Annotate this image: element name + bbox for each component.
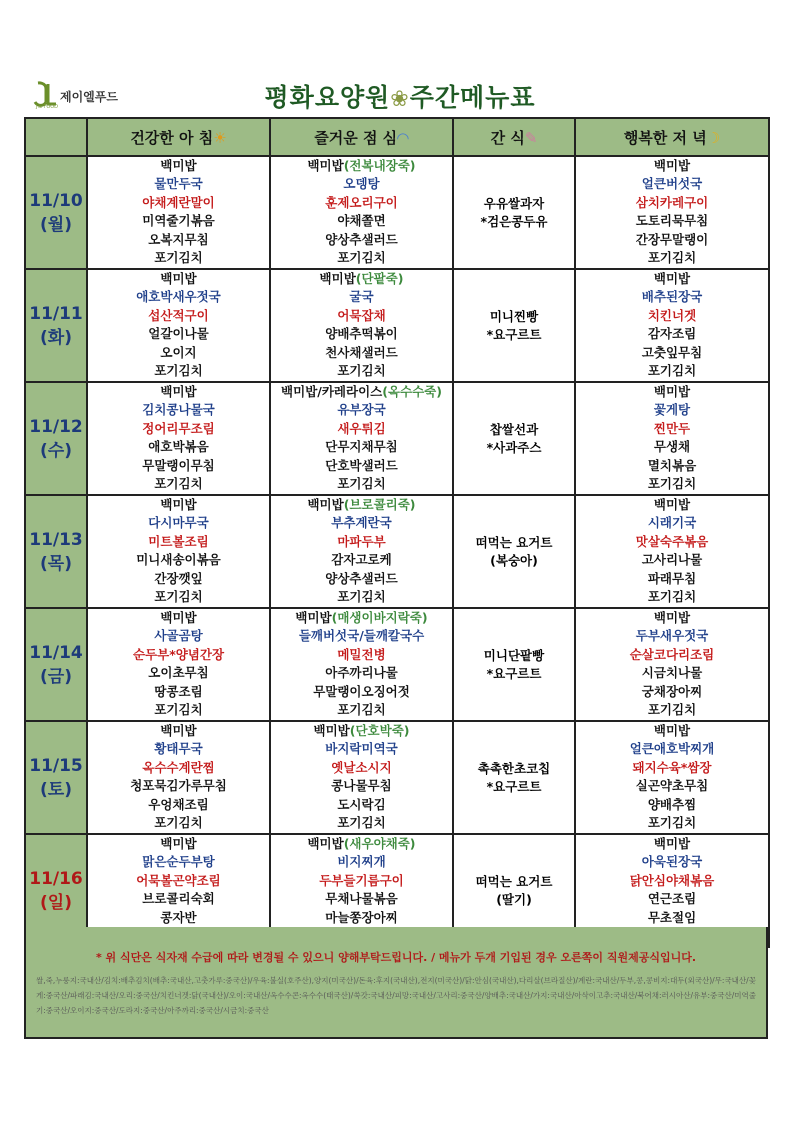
breakfast-cell (87, 269, 270, 382)
lunch-item: 무말랭이오징어젓 (313, 683, 410, 699)
dinner-item: 아욱된장국 (641, 854, 703, 870)
day-row (25, 721, 769, 834)
breakfast-item: 오이초무침 (148, 665, 209, 681)
lunch-cell (270, 382, 453, 495)
lunch-item: 백미밥(단팥죽) (319, 271, 404, 286)
lunch-item: 굴국 (349, 289, 374, 305)
lunch-item: 백미밥(매생이바지락죽) (295, 610, 428, 625)
snack-item: 촉촉한초코칩 (477, 760, 551, 776)
snack-item: 우유쌀과자 (483, 195, 545, 211)
corner-cell (25, 118, 87, 156)
dinner-cell (575, 156, 769, 269)
dinner-item: 간장무말랭이 (635, 231, 709, 247)
breakfast-item: 맑은순두부탕 (142, 854, 215, 870)
breakfast-item: 사골곰탕 (154, 628, 203, 644)
breakfast-item: 포기김치 (154, 475, 203, 491)
porridge-option: (브로콜리죽) (343, 497, 416, 512)
lunch-item: 무채나물볶음 (325, 891, 398, 907)
breakfast-cell (87, 608, 270, 721)
dinner-item: 얼큰애호박찌개 (629, 741, 715, 757)
breakfast-item: 김치콩나물국 (142, 402, 215, 418)
brand-subtitle: J.L FOOD (36, 104, 59, 110)
breakfast-cell (87, 495, 270, 608)
day-label (25, 269, 87, 382)
porridge-option: (단팥죽) (355, 271, 404, 286)
dinner-item: 백미밥 (653, 723, 691, 738)
breakfast-item: 섭산적구이 (148, 307, 209, 323)
day-row (25, 156, 769, 269)
dinner-item: 감자조림 (647, 326, 697, 342)
breakfast-item: 정어리무조림 (142, 420, 215, 436)
dinner-item: 포기김치 (647, 249, 697, 265)
lunch-item: 메밀전병 (337, 646, 386, 662)
breakfast-item: 우엉채조림 (148, 796, 209, 812)
lunch-item: 백미밥(단호박죽) (313, 723, 410, 738)
dinner-item: 무초절임 (647, 909, 697, 925)
snack-cell (453, 156, 575, 269)
lunch-cell (270, 721, 453, 834)
lunch-item: 단무지채무침 (325, 439, 398, 455)
day-weekday: (금) (40, 666, 72, 687)
dinner-cell (575, 269, 769, 382)
lunch-item: 아주까리나물 (325, 665, 398, 681)
snack-item: 떠먹는 요거트 (475, 873, 553, 889)
snack-item: *사과주스 (486, 439, 542, 455)
breakfast-item: 순두부*양념간장 (132, 646, 225, 662)
flower-icon: ❀ (390, 87, 410, 112)
lunch-item: 포기김치 (337, 588, 386, 604)
dinner-item: 삼치카레구이 (635, 194, 709, 210)
snack-item: *요구르트 (486, 665, 542, 681)
breakfast-item: 미역줄기볶음 (142, 213, 215, 229)
lunch-item: 포기김치 (337, 814, 386, 830)
dinner-item: 백미밥 (653, 158, 691, 173)
dinner-item: 백미밥 (653, 497, 691, 512)
breakfast-cell (87, 721, 270, 834)
day-label (25, 608, 87, 721)
day-row (25, 608, 769, 721)
dinner-item: 시금치나물 (641, 665, 703, 681)
snack-item: 미니단팥빵 (483, 647, 545, 663)
breakfast-item: 포기김치 (154, 362, 203, 378)
lunch-item: 백미밥(브로콜리죽) (307, 497, 416, 512)
lunch-item: 백미밥(전복내장죽) (307, 158, 416, 173)
lunch-item: 오뎅탕 (343, 176, 380, 192)
notice-text: * 위 식단은 식자재 수급에 따라 변경될 수 있으니 양해부탁드립니다. / 메뉴가 두개 기입된 경우 오른쪽이 직원제공식입니다. (95, 951, 697, 964)
snack-item: *요구르트 (486, 778, 542, 794)
breakfast-item: 어묵볼곤약조림 (136, 872, 221, 888)
dinner-item: 궁채장아찌 (641, 683, 703, 699)
day-weekday: (화) (40, 327, 72, 348)
candy-icon: ✎ (524, 128, 538, 147)
day-date: 11/10 (29, 190, 83, 211)
lunch-item: 천사채샐러드 (325, 344, 398, 360)
snack-cell (453, 495, 575, 608)
lunch-item: 훈제오리구이 (325, 194, 398, 210)
day-label (25, 156, 87, 269)
breakfast-item: 얼갈이나물 (148, 326, 209, 342)
breakfast-item: 백미밥 (160, 271, 197, 286)
day-date: 11/14 (29, 642, 83, 663)
header-row (25, 118, 769, 156)
breakfast-item: 포기김치 (154, 701, 203, 717)
dinner-item: 포기김치 (647, 475, 697, 491)
lunch-item: 콩나물무침 (331, 778, 392, 794)
dinner-item: 맛살숙주볶음 (635, 533, 709, 549)
dinner-cell (575, 495, 769, 608)
sun-icon: ☀ (213, 128, 227, 147)
breakfast-item: 백미밥 (160, 384, 197, 399)
lunch-item: 양배추떡볶이 (325, 326, 398, 342)
dinner-item: 꽃게탕 (653, 402, 691, 418)
snack-item: 미니찐빵 (489, 308, 539, 324)
dinner-cell (575, 382, 769, 495)
breakfast-cell (87, 382, 270, 495)
snack-cell (453, 269, 575, 382)
breakfast-item: 포기김치 (154, 814, 203, 830)
day-row (25, 495, 769, 608)
dinner-item: 순살코다리조림 (629, 646, 715, 662)
lunch-cell (270, 608, 453, 721)
lunch-item: 도시락김 (337, 796, 386, 812)
company-logo (32, 80, 142, 110)
breakfast-item: 백미밥 (160, 723, 197, 738)
dinner-item: 배추된장국 (641, 289, 703, 305)
breakfast-item: 백미밥 (160, 158, 197, 173)
dinner-item: 두부새우젓국 (635, 628, 709, 644)
page-title (200, 78, 600, 114)
dinner-item: 얼큰버섯국 (641, 176, 703, 192)
breakfast-item: 물만두국 (154, 176, 203, 192)
lunch-item: 백미밥/카레라이스(옥수수죽) (281, 384, 442, 399)
day-date: 11/11 (29, 303, 83, 324)
lunch-item: 마늘쫑장아찌 (325, 909, 398, 925)
breakfast-item: 오이지 (160, 344, 197, 360)
breakfast-item: 백미밥 (160, 610, 197, 625)
dinner-item: 포기김치 (647, 701, 697, 717)
dinner-item: 돼지수육*쌈장 (632, 759, 712, 775)
breakfast-item: 미트볼조림 (148, 533, 209, 549)
porridge-option: (새우야채죽) (343, 836, 416, 851)
breakfast-item: 애호박새우젓국 (136, 289, 221, 305)
rainbow-icon: ◠ (397, 128, 409, 147)
dinner-item: 시래기국 (647, 515, 697, 531)
title-menu: 주간메뉴표 (409, 83, 536, 112)
lunch-item: 부추계란국 (331, 515, 392, 531)
breakfast-item: 다시마무국 (148, 515, 209, 531)
lunch-cell (270, 156, 453, 269)
dinner-item: 도토리묵무침 (635, 213, 709, 229)
header-breakfast: 건강한 아 침☀ (87, 118, 270, 156)
porridge-option: (전복내장죽) (343, 158, 416, 173)
lunch-item: 감자고로케 (331, 552, 392, 568)
header-dinner: 행복한 저 녁☽ (575, 118, 769, 156)
dinner-item: 고사리나물 (641, 552, 703, 568)
snack-item: (복숭아) (490, 552, 538, 568)
breakfast-item: 백미밥 (160, 836, 197, 851)
dinner-item: 고춧잎무침 (641, 344, 703, 360)
snack-cell (453, 608, 575, 721)
lunch-item: 바지락미역국 (325, 741, 398, 757)
porridge-option: (단호박죽) (349, 723, 410, 738)
breakfast-item: 포기김치 (154, 588, 203, 604)
lunch-item: 양상추샐러드 (325, 570, 398, 586)
breakfast-cell (87, 156, 270, 269)
lunch-item: 마파두부 (337, 533, 386, 549)
lunch-item: 야채쫄면 (337, 213, 386, 229)
day-date: 11/16 (29, 868, 83, 889)
breakfast-item: 포기김치 (154, 249, 203, 265)
dinner-item: 무생채 (653, 439, 691, 455)
dinner-item: 백미밥 (653, 271, 691, 286)
brand-name: 제이엘푸드 (60, 90, 118, 104)
day-weekday: (토) (40, 779, 72, 800)
lunch-item: 새우튀김 (337, 420, 386, 436)
breakfast-item: 옥수수계란찜 (142, 759, 215, 775)
day-weekday: (월) (40, 214, 72, 235)
dinner-cell (575, 721, 769, 834)
header-snack: 간 식✎ (453, 118, 575, 156)
lunch-cell (270, 495, 453, 608)
breakfast-item: 콩자반 (160, 909, 197, 925)
snack-item: (딸기) (496, 891, 532, 907)
title-facility: 평화요양원 (264, 83, 391, 112)
dinner-item: 포기김치 (647, 588, 697, 604)
origin-info: 쌀,죽,누룽지:국내산/김치:배추김치(배추:국내산,고춧가루:중국산)/우육:불실(호주산),양지(미국산)/돈육:후지(국내산),전지(미국산)/닭:안심(국내산),다리살(브라질산)/계란:국내산/두부,콩,콩비지:대두(외국산)/무:국내산/꽃게:중국산/파래김:국내산/오리:중국산/치킨너겟:닭(국내산)/오이:국내산/옥수수콘:옥수수(태국산)/쑥갓:국내산/피망:국내산/고사리:중국산/양배추:국내산/가지:국내산/아삭이고추:국내산/북어채:러시아산/유부:중국산/미역줄기:중국산/오이지:중국산/도라지:중국산/아주까리:중국산/시금치:중국산 (36, 976, 757, 1015)
lunch-item: 양상추샐러드 (325, 231, 398, 247)
snack-item: 찹쌀선과 (489, 421, 539, 437)
snack-item: 떠먹는 요거트 (475, 534, 553, 550)
dinner-item: 연근조림 (647, 891, 697, 907)
day-row (25, 269, 769, 382)
dinner-item: 백미밥 (653, 610, 691, 625)
breakfast-item: 오복지무침 (148, 231, 209, 247)
breakfast-item: 미니새송이볶음 (136, 552, 221, 568)
breakfast-item: 백미밥 (160, 497, 197, 512)
porridge-option: (매생이바지락죽) (331, 610, 428, 625)
dinner-item: 실곤약초무침 (635, 778, 709, 794)
lunch-item: 옛날소시지 (331, 759, 392, 775)
day-date: 11/13 (29, 529, 83, 550)
breakfast-item: 무말랭이무침 (142, 457, 215, 473)
dinner-cell (575, 608, 769, 721)
snack-cell (453, 382, 575, 495)
snack-item: *검은콩두유 (480, 213, 548, 229)
lunch-item: 비지찌개 (337, 854, 386, 870)
breakfast-item: 황태무국 (154, 741, 203, 757)
notice-box (24, 927, 768, 1039)
breakfast-item: 간장깻잎 (154, 570, 203, 586)
day-label (25, 495, 87, 608)
lunch-item: 포기김치 (337, 701, 386, 717)
breakfast-item: 애호박볶음 (148, 439, 209, 455)
breakfast-item: 야채계란말이 (142, 194, 215, 210)
day-label (25, 721, 87, 834)
day-weekday: (일) (40, 892, 72, 913)
dinner-item: 찐만두 (653, 420, 691, 436)
day-date: 11/12 (29, 416, 83, 437)
lunch-item: 어묵잡채 (337, 307, 386, 323)
day-weekday: (목) (40, 553, 72, 574)
breakfast-item: 청포묵김가루무침 (130, 778, 227, 794)
snack-cell (453, 721, 575, 834)
lunch-item: 포기김치 (337, 362, 386, 378)
dinner-item: 양배추찜 (647, 796, 697, 812)
moon-icon: ☽ (706, 128, 721, 147)
lunch-item: 포기김치 (337, 249, 386, 265)
day-weekday: (수) (40, 440, 72, 461)
dinner-item: 백미밥 (653, 384, 691, 399)
day-row (25, 382, 769, 495)
lunch-item: 백미밥(새우야채죽) (307, 836, 416, 851)
day-label (25, 382, 87, 495)
lunch-cell (270, 269, 453, 382)
dinner-item: 파래무침 (647, 570, 697, 586)
day-date: 11/15 (29, 755, 83, 776)
weekly-menu-table (24, 117, 770, 948)
header-lunch: 즐거운 점 심◠ (270, 118, 453, 156)
lunch-item: 포기김치 (337, 475, 386, 491)
lunch-item: 들깨버섯국/들깨칼국수 (298, 628, 425, 644)
dinner-item: 멸치볶음 (647, 457, 697, 473)
breakfast-item: 브로콜리숙회 (142, 891, 215, 907)
snack-item: *요구르트 (486, 326, 542, 342)
breakfast-item: 땅콩조림 (154, 683, 203, 699)
porridge-option: (옥수수죽) (382, 384, 442, 399)
dinner-item: 포기김치 (647, 814, 697, 830)
dinner-item: 포기김치 (647, 362, 697, 378)
lunch-item: 단호박샐러드 (325, 457, 398, 473)
dinner-item: 닭안심야채볶음 (629, 872, 715, 888)
lunch-item: 두부들기름구이 (319, 872, 404, 888)
dinner-item: 치킨너겟 (647, 307, 697, 323)
lunch-item: 유부장국 (337, 402, 386, 418)
dinner-item: 백미밥 (653, 836, 691, 851)
